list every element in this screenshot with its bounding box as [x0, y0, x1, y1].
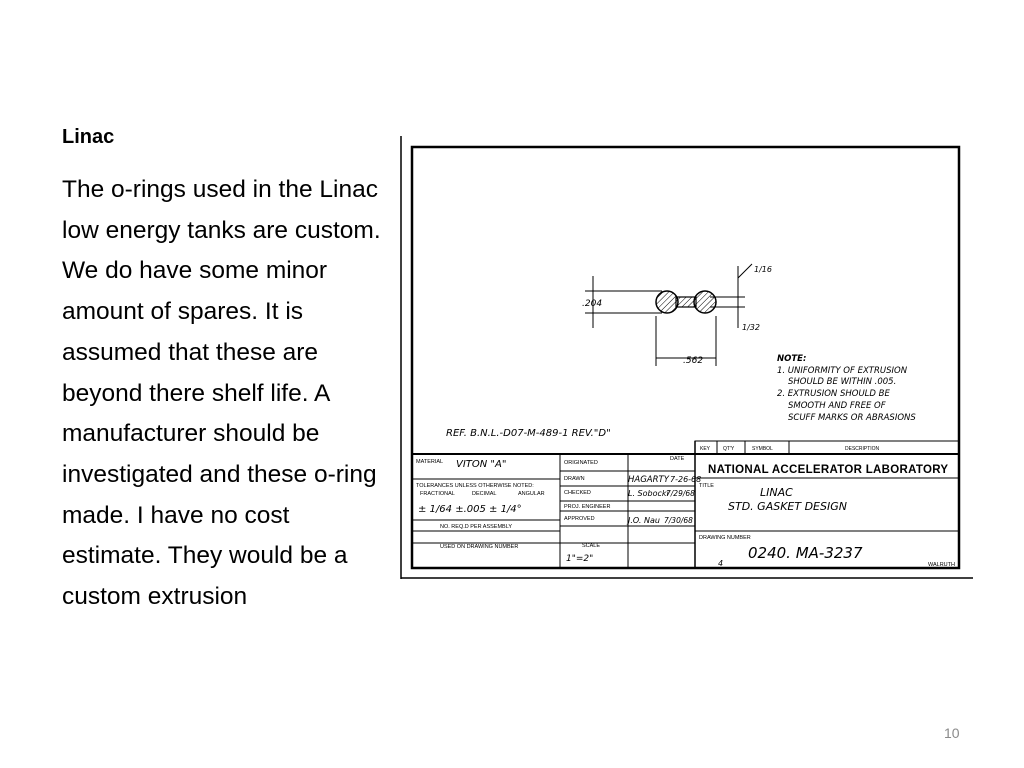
- date-label: DATE: [670, 456, 685, 462]
- scale-label: SCALE: [582, 543, 601, 549]
- title-line-2: STD. GASKET DESIGN: [728, 500, 847, 513]
- dim-gap-top: 1/16: [754, 265, 772, 274]
- revision-headers: [700, 446, 880, 452]
- svg-text:1. UNIFORMITY OF EXTRUSION: 1. UNIFORMITY OF EXTRUSION: [777, 366, 908, 376]
- dim-gap-bottom: 1/32: [742, 323, 760, 332]
- svg-text:DESCRIPTION: DESCRIPTION: [845, 446, 880, 452]
- checked-date: 7/29/68: [666, 489, 695, 498]
- tolerance-values: ± 1/64 ±.005 ± 1/4°: [418, 504, 522, 515]
- drawn-date: 7-26-68: [670, 475, 702, 484]
- drawing-notes: [777, 354, 916, 423]
- material-value: VITON "A": [456, 459, 507, 470]
- material-label: MATERIAL: [416, 459, 444, 465]
- tol-fractional-label: FRACTIONAL: [420, 491, 455, 497]
- no-req-label: NO. REQ.D PER ASSEMBLY: [440, 524, 513, 530]
- svg-text:SYMBOL: SYMBOL: [752, 446, 773, 452]
- approved-by: J.O. Nau: [628, 516, 660, 525]
- approved-date: 7/30/68: [664, 516, 693, 525]
- engineering-drawing: [400, 136, 973, 579]
- scale-value: 1"=2": [566, 554, 594, 564]
- lab-name: NATIONAL ACCELERATOR LABORATORY: [708, 464, 949, 476]
- svg-text:2. EXTRUSION SHOULD BE: 2. EXTRUSION SHOULD BE: [777, 389, 890, 399]
- tol-decimal-label: DECIMAL: [472, 491, 497, 497]
- checked-by: L. Sobocki: [628, 489, 669, 498]
- drawn-by: HAGARTY: [628, 475, 669, 485]
- svg-text:SMOOTH AND FREE OF: SMOOTH AND FREE OF: [788, 401, 886, 411]
- drawing-number-label: DRAWING NUMBER: [699, 535, 751, 541]
- oring-cross-section: [656, 291, 716, 313]
- originated-label: ORIGINATED: [564, 460, 598, 466]
- walruth-label: WALRUTH: [928, 562, 955, 568]
- drawing-number-prefix: 4: [718, 559, 724, 568]
- svg-text:NOTE:: NOTE:: [777, 354, 807, 364]
- proj-engineer-label: PROJ. ENGINEER: [564, 504, 611, 510]
- drawn-label: DRAWN: [564, 476, 585, 482]
- revision-block: [695, 441, 959, 454]
- checked-label: CHECKED: [564, 490, 591, 496]
- svg-text:SHOULD BE WITHIN .005.: SHOULD BE WITHIN .005.: [788, 377, 897, 387]
- approved-label: APPROVED: [564, 516, 595, 522]
- svg-text:QT'Y: QT'Y: [723, 446, 735, 452]
- title-label: TITLE: [699, 483, 714, 489]
- svg-text:SCUFF MARKS OR ABRASIONS: SCUFF MARKS OR ABRASIONS: [788, 413, 916, 423]
- tol-angular-label: ANGULAR: [518, 491, 545, 497]
- page-number: 10: [944, 725, 960, 741]
- drawing-number: 0240. MA-3237: [748, 544, 863, 562]
- svg-text:KEY: KEY: [700, 446, 711, 452]
- used-on-label: USED ON DRAWING NUMBER: [440, 544, 519, 550]
- tolerances-label: TOLERANCES UNLESS OTHERWISE NOTED:: [416, 483, 534, 489]
- dim-width: .562: [683, 356, 704, 366]
- dim-height: .204: [582, 299, 603, 309]
- slide-title: Linac: [62, 126, 115, 148]
- body-text: The o-rings used in the Linac low energy tanks are custom. We do have some minor amount of spares. It is assumed that these are beyond there shelf life. A manufacturer should be investigated and these o-ring made. I have no cost estimate. They would be a custom extrusion: [62, 176, 381, 611]
- dimension-lines: [585, 264, 752, 366]
- reference-number: REF. B.N.L.-D07-M-489-1 REV."D": [446, 428, 611, 439]
- title-line-1: LINAC: [760, 486, 793, 499]
